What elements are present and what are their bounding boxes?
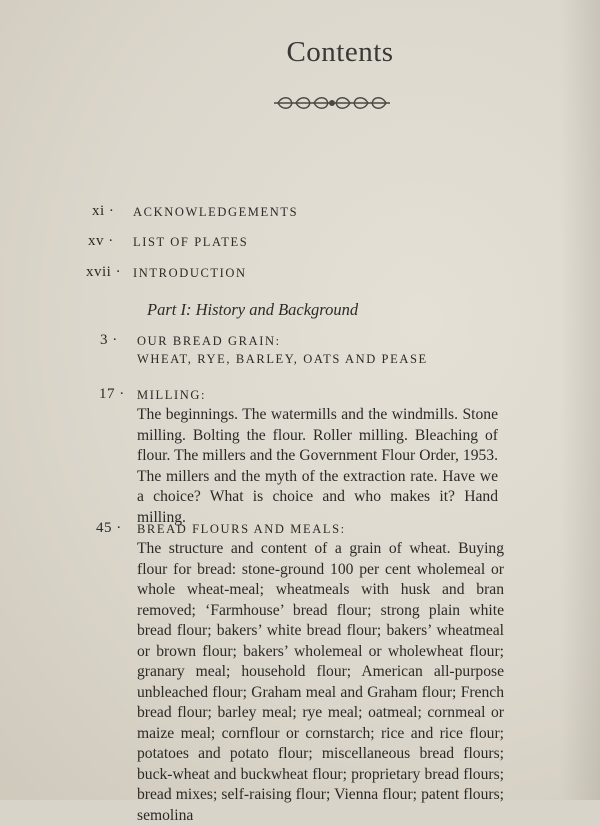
part-heading: Part I: History and Background [147,300,359,319]
entry-page-number: xvii · [86,264,122,280]
entry-page-number: 45 · [96,520,122,536]
page-title: Contents [286,36,394,68]
entry-page-number: xi · [92,203,115,219]
entry-heading: MILLING: [137,388,207,402]
entry-page-number: xv · [88,233,114,249]
entry-page-number: 3 · [100,332,118,348]
entry-subheading: WHEAT, RYE, BARLEY, OATS AND PEASE [137,352,428,366]
ornament-icon [272,92,392,114]
entry-heading: INTRODUCTION [133,266,247,280]
entry-heading: BREAD FLOURS AND MEALS: [137,522,346,536]
entry-heading: LIST OF PLATES [133,235,249,249]
entry-page-number: 17 · [99,386,125,402]
entry-heading: OUR BREAD GRAIN: [137,334,281,348]
entry-description: The beginnings. The watermills and the windmills. Stone milling. Bolting the flour. Roller milling. Bleaching of flour. The millers and the Government Flour Order, 1953. The millers and the myth of the extraction rate. Have we a choice? What is choice and who makes it? Hand milling. [137,406,498,526]
page-shadow [560,0,600,800]
entry-heading: ACKNOWLEDGEMENTS [133,205,299,219]
entry-description: The structure and content of a grain of wheat. Buying flour for bread: stone-ground 100 per cent wholemeal or whole wheat-meal; wheatmeals with husk and bran removed; ‘Farmhouse’ bread flour; strong plain white bread flour; bakers’ white bread flour; bakers’ wheatmeal or brown flour; bakers’ wholemeal or wholewheat flour; granary meal; household flour; American all-purpose unbleached flour; Graham meal and Graham flour; French bread flour; barley meal; rye meal; oatmeal; cornmeal or maize meal; cornflour or cornstarch; rice and rice flour; potatoes and potato flour; miscellaneous bread flours; buck-wheat and buckwheat flour; proprietary bread flours; bread mixes; self-raising flour; Vienna flour; patent flours; semolina [137,540,504,824]
